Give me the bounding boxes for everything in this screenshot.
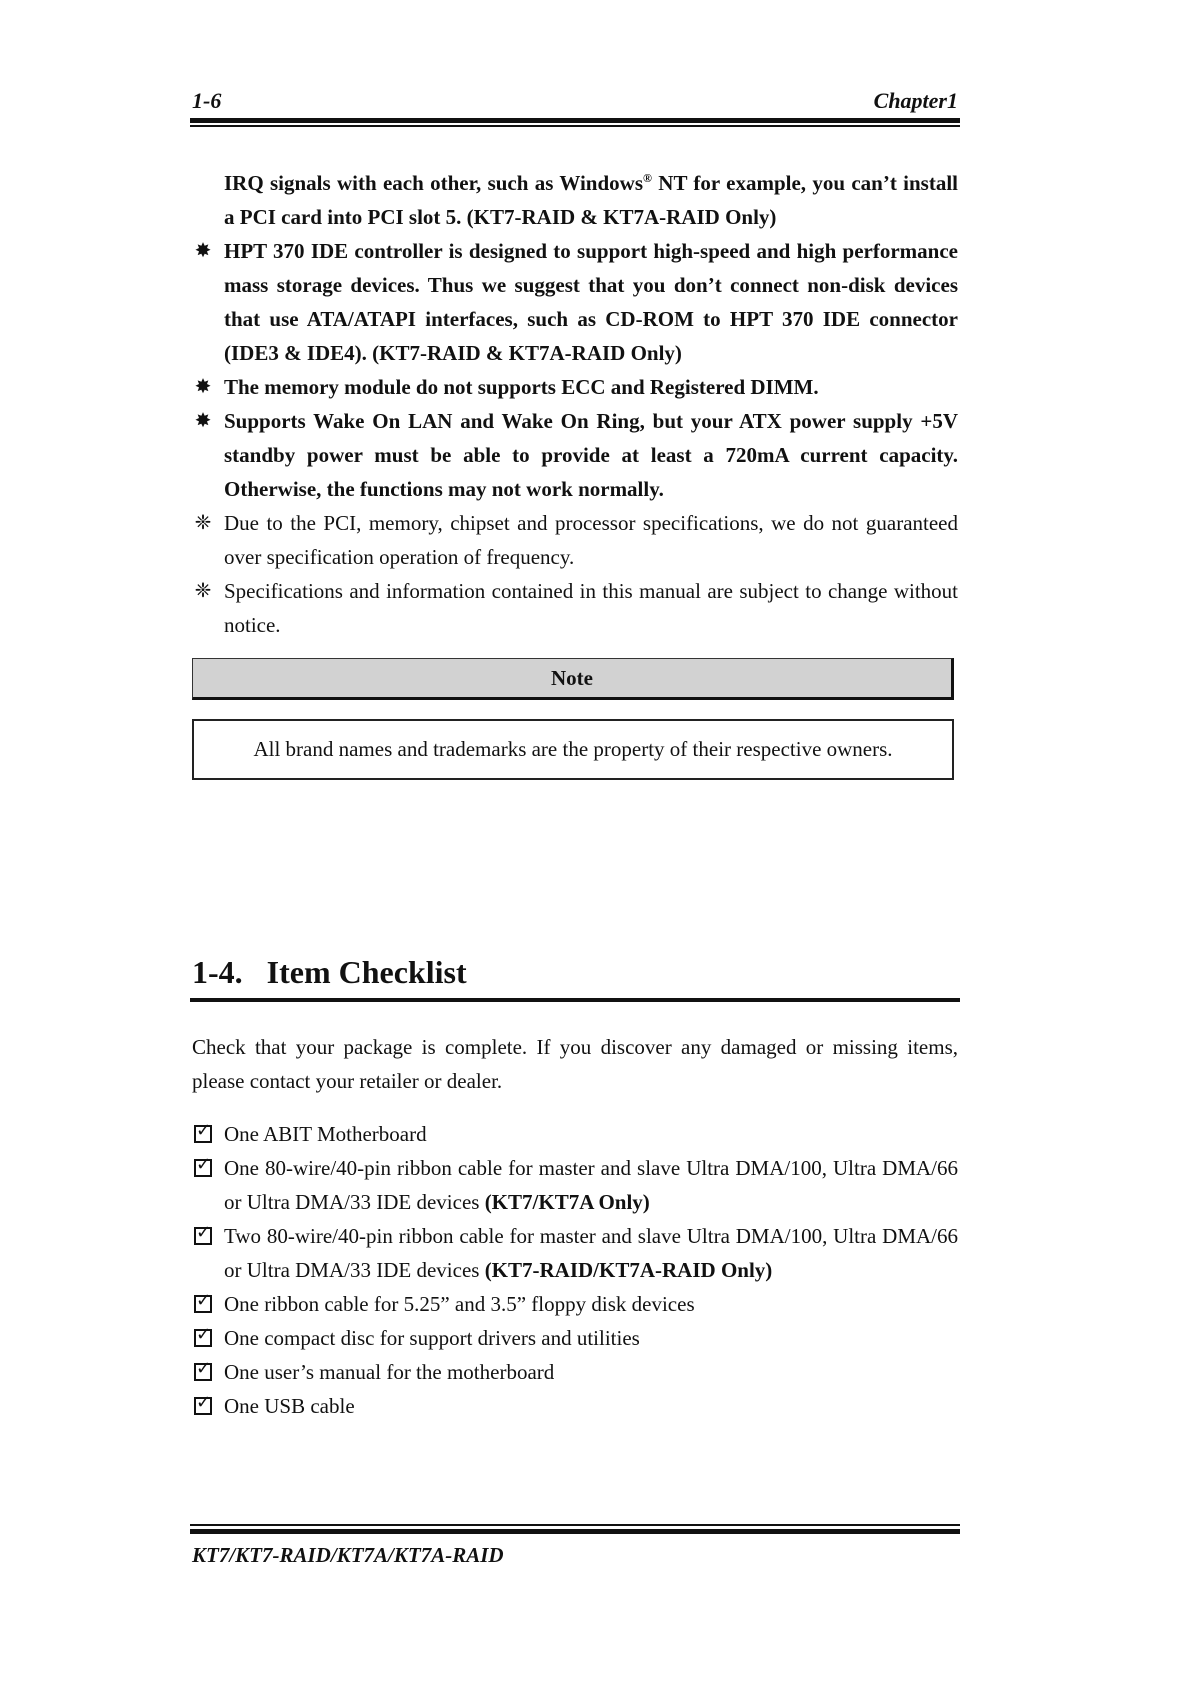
bold-note-text: HPT 370 IDE controller is designed to support high-speed and high performance mass storage devices. Thus we suggest that you don’t connect non-disk devices that use ATA/ATAPI interfaces, such as CD-ROM to HPT 370 IDE connector (IDE3 & IDE4). (KT7-RAID & KT7A-RAID Only) — [224, 239, 958, 365]
footer-model: KT7/KT7-RAID/KT7A/KT7A-RAID — [192, 1543, 504, 1567]
header-rule-thin — [190, 125, 960, 127]
page-number: 1-6 — [192, 88, 222, 113]
bold-note-text: Supports Wake On LAN and Wake On Ring, but your ATX power supply +5V standby power must be able to provide at least a 720mA current capacity. Otherwise, the functions may not work normally. — [224, 409, 958, 501]
plain-note-text: Due to the PCI, memory, chipset and processor specifications, we do not guaranteed over specification operation of frequency. — [224, 511, 958, 569]
footer-rule-thin — [190, 1524, 960, 1526]
page-header — [192, 88, 958, 112]
plain-note-text: Specifications and information contained in this manual are subject to change without notice. — [224, 579, 958, 637]
note-box-title: Note — [192, 658, 954, 700]
checked-box-icon: ✓ — [196, 1120, 212, 1141]
asterisk-bullet-icon: ✸ — [194, 376, 212, 398]
bold-note-text: The memory module do not supports ECC and Registered DIMM. — [224, 375, 819, 399]
section-rule — [190, 998, 960, 1002]
checklist-intro: Check that your package is complete. If you discover any damaged or missing items, please contact your retailer or dealer. — [192, 1035, 958, 1093]
asterisk-bullet-icon: ✸ — [194, 410, 212, 432]
checked-box-icon: ✓ — [196, 1290, 212, 1311]
checked-box-icon: ✓ — [196, 1222, 212, 1243]
flower-bullet-icon: ❈ — [194, 512, 212, 534]
checked-box-icon: ✓ — [196, 1324, 212, 1345]
footer-rule-thick — [190, 1529, 960, 1534]
checked-box-icon: ✓ — [196, 1358, 212, 1379]
checked-box-icon: ✓ — [196, 1154, 212, 1175]
note-box-body: All brand names and trademarks are the property of their respective owners. — [192, 719, 954, 780]
section-title: 1-4. Item Checklist — [192, 954, 467, 990]
flower-bullet-icon: ❈ — [194, 580, 212, 602]
manual-page: 1-6 Chapter1 IRQ signals with each other, such as Windows® NT for example, you can’t install a PCI card into PCI slot 5. (KT7-RAID & KT7A-RAID Only) ✸ HPT 370 IDE controller is designed to support high-speed and high performance mass storage devices. Thus we suggest that you don’t connect non-disk devices that use ATA/ATAPI interfaces, such as CD-ROM to HPT 370 IDE connector (IDE3 & IDE4). (KT7-RAID & KT7A-RAID Only) ✸ The memory module do not supports ECC and Registered DIMM. ✸ Supports Wake On LAN and Wake On Ring, but your ATX power supply +5V standby power must be able to provide at least a 720mA current capacity. Otherwise, the functions may not work normally. ❈ Due to the PCI, memory, chipset and processor specifications, we do not guaranteed over specification operation of frequency. ❈ Specifications and information contained in this manual are subject to change without notice. Note All brand names and trademarks are the property of their respective owners. 1-4. Item Checklist Check that your package is complete. If you discover any damaged or missing items, please contact your retailer or dealer. ✓ One ABIT Motherboard ✓ One 80-wire/40-pin ribbon cable for master and slave Ultra DMA/100, Ultra DMA/66 or Ultra DMA/33 IDE devices (KT7/KT7A Only) ✓ Two 80-wire/40-pin ribbon cable for master and slave Ultra DMA/100, Ultra DMA/66 or Ultra DMA/33 IDE devices (KT7-RAID/KT7A-RAID Only) ✓ One ribbon cable for 5.25” and 3.5” floppy disk devices ✓ One compact disc for support drivers and utilities ✓ One user’s manual for the motherboard ✓ One USB cable KT7/KT7-RAID/KT7A/KT7A-RAID — [192, 88, 958, 1567]
asterisk-bullet-icon: ✸ — [194, 240, 212, 262]
chapter-label: Chapter1 — [873, 88, 958, 113]
checked-box-icon: ✓ — [196, 1392, 212, 1413]
continuation-paragraph: IRQ signals with each other, such as Windows® NT for example, you can’t install a PCI card into PCI slot 5. (KT7-RAID & KT7A-RAID Only) — [224, 171, 958, 229]
header-rule-thick — [190, 118, 960, 123]
